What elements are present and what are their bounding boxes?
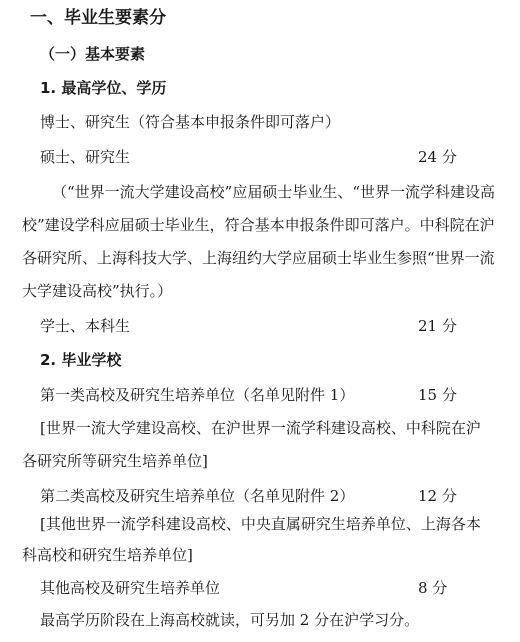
section-degree-title: 1. 最高学位、学历 (40, 79, 167, 97)
degree-note-line-2: 校”建设学科应届硕士毕业生，符合基本申报条件即可落户。中科院在沪 (22, 216, 495, 234)
degree-note-line-4: 大学建设高校”执行。） (22, 282, 173, 300)
heading-sub: （一）基本要素 (40, 45, 146, 63)
degree-master-score: 24 分 (418, 148, 457, 166)
degree-bachelor-label: 学士、本科生 (40, 317, 131, 335)
school-cat2-score: 12 分 (418, 487, 457, 505)
school-cat1-note-line-1: [世界一流大学建设高校、在沪世界一流学科建设高校、中科院在沪 (40, 419, 481, 437)
degree-master-label: 硕士、研究生 (40, 148, 131, 166)
school-cat2-label: 第二类高校及研究生培养单位（名单见附件 2） (40, 487, 355, 505)
school-cat1-note-line-2: 各研究所等研究生培养单位] (22, 452, 208, 470)
degree-bachelor-score: 21 分 (418, 317, 457, 335)
school-other-score: 8 分 (418, 579, 448, 597)
school-cat1-score: 15 分 (418, 386, 457, 404)
school-bonus-text: 最高学历阶段在上海高校就读，可另加 2 分在沪学习分。 (40, 611, 420, 629)
school-other-label: 其他高校及研究生培养单位 (40, 579, 221, 597)
degree-doctor-text: 博士、研究生（符合基本申报条件即可落户） (40, 113, 341, 131)
section-school-title: 2. 毕业学校 (40, 351, 122, 369)
degree-note-line-1: （“世界一流大学建设高校”应届硕士毕业生、“世界一流学科建设高 (52, 183, 496, 201)
school-cat2-note-line-1: [其他世界一流学科建设高校、中央直属研究生培养单位、上海各本 (40, 515, 481, 533)
degree-note-line-3: 各研究所、上海科技大学、上海纽约大学应届硕士毕业生参照“世界一流 (22, 249, 495, 267)
heading-main: 一、毕业生要素分 (30, 8, 166, 28)
school-cat1-label: 第一类高校及研究生培养单位（名单见附件 1） (40, 386, 355, 404)
school-cat2-note-line-2: 科高校和研究生培养单位] (22, 546, 193, 564)
